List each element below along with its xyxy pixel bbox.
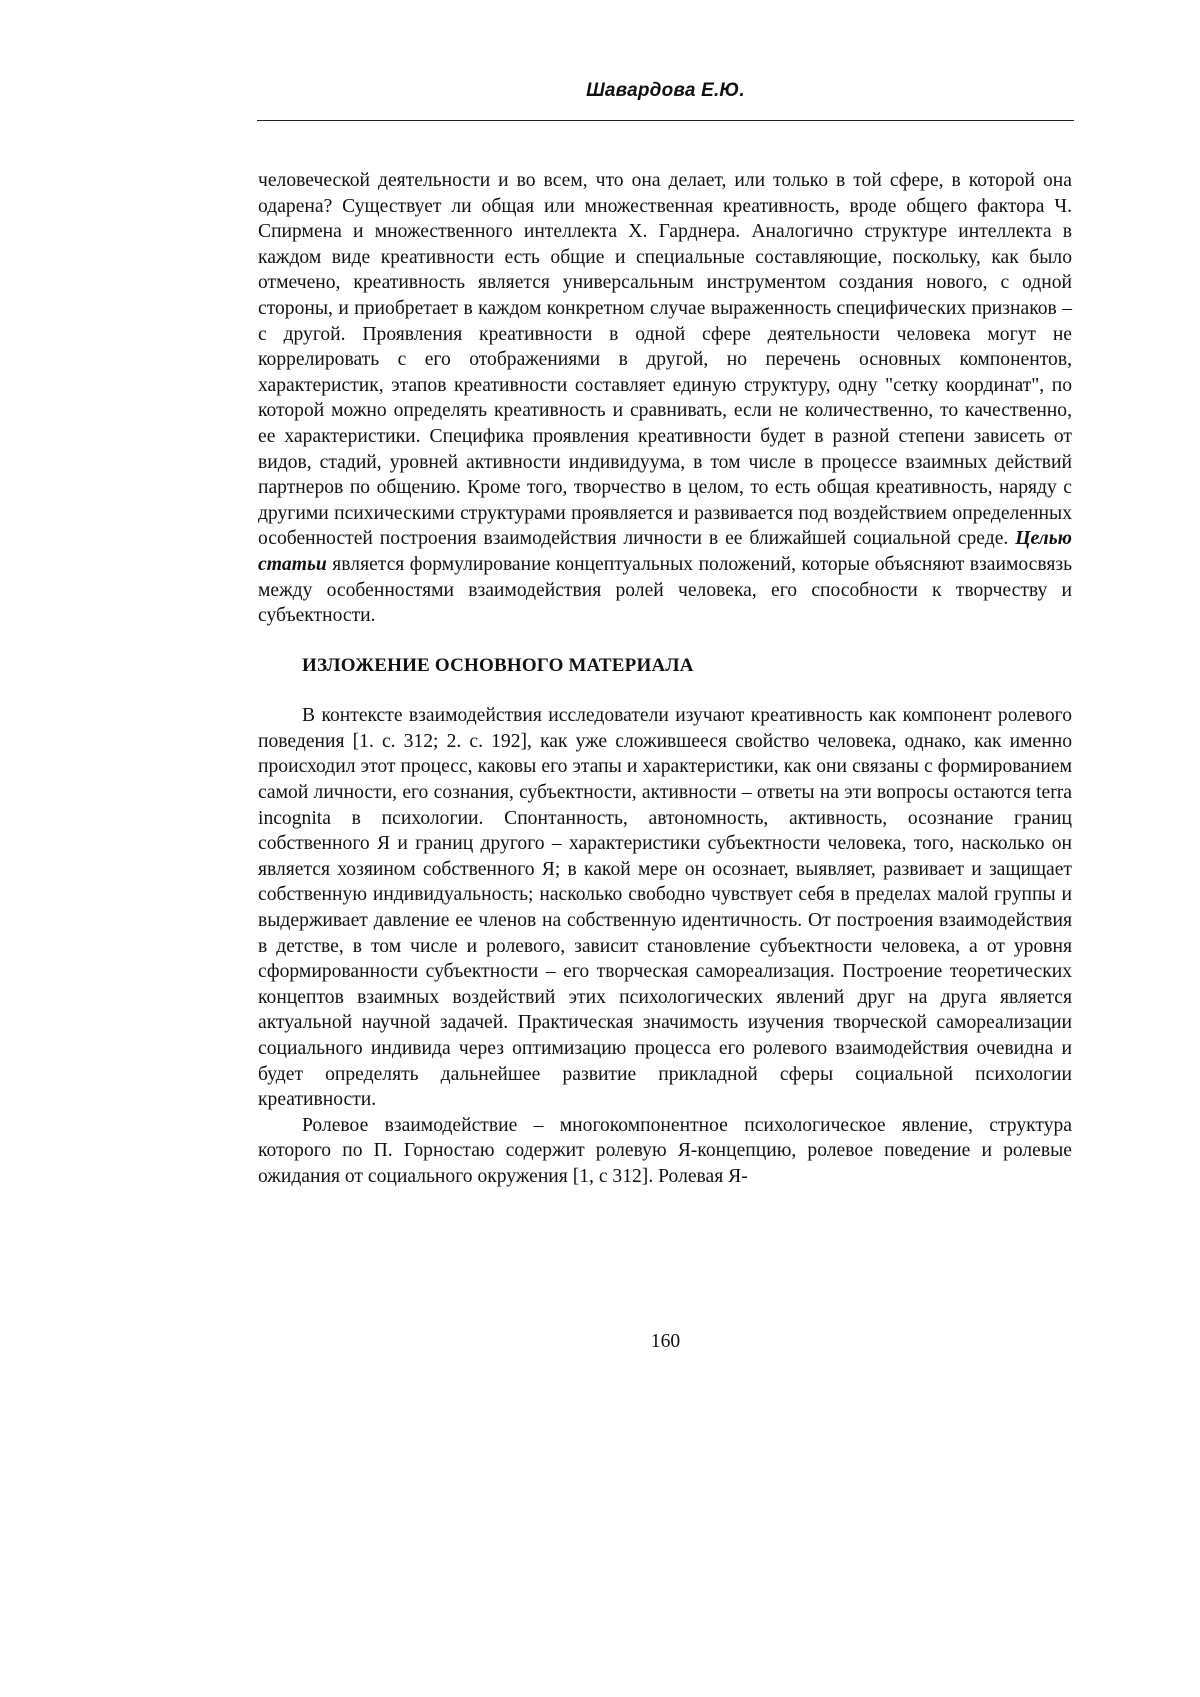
page-number: 160 — [650, 1331, 681, 1352]
body-paragraph-2: В контексте взаимодействия исследователи изучают креативность как компонент ролевого поведения [1. с. 312; 2. с. 192], как уже сложившееся свойство человека, однако, как именно происходил этот процесс, каковы его этапы и характеристики, как они связаны с формированием самой личности, его сознания, субъектности, активности – ответы на эти вопросы остаются terra incognita в психологии. Спонтанность, автономность, активность, осознание границ собственного Я и границ другого – характеристики субъектности человека, того, насколько он является хозяином собственного Я; в какой мере он осознает, выявляет, развивает и защищает собственную индивидуальность; насколько свободно чувствует себя в пределах малой группы и выдерживает давление ее членов на собственную идентичность. От построения взаимодействия в детстве, в том числе и ролевого, зависит становление субъектности человека, а от уровня сформированности субъектности – его творческая самореализация. Построение теоретических концептов взаимных воздействий этих психологических явлений друг на друга является актуальной научной задачей. Практическая значимость изучения творческой самореализации социального индивида через оптимизацию процесса его ролевого взаимодействия очевидна и будет определять дальнейшее развитие прикладной сферы социальной психологии креативности. — [258, 705, 1072, 1111]
aim-emphasis: Целью статьи — [258, 528, 1072, 575]
paragraph-1-ending: является формулирование концептуальных положений, которые объясняют взаимосвязь между особенностями взаимодействия ролей человека, его способности к творчеству и субъектности. — [258, 553, 1073, 627]
body-paragraph-3: Ролевое взаимодействие – многокомпонентное психологическое явление, структура которого по П. Горностаю содержит ролевую Я-концепцию, ролевое поведение и ролевые ожидания от социального окружения [1, с 312]. Ролевая Я- — [258, 1114, 1072, 1187]
body-paragraph-1 — [258, 168, 1072, 629]
running-header-author: Шавардова Е.Ю. — [586, 80, 745, 101]
section-heading: ИЗЛОЖЕНИЕ ОСНОВНОГО МАТЕРИАЛА — [302, 654, 694, 676]
paragraph-1-text: человеческой деятельности и во всем, что она делает, или только в той сфере, в которой она одарена? Существует ли общая или множественная креативность, вроде общего фактора Ч. Спирмена и множественного интеллекта Х. Гарднера. Аналогично структуре интеллекта в каждом виде креативности есть общие и специальные составляющие, поскольку, как было отмечено, креативность является универсальным инструментом создания нового, с одной стороны, и приобретает в каждом конкретном случае выраженность специфических признаков – с другой. Проявления креативности в одной сфере деятельности человека могут не коррелировать с его отображениями в другой, но перечень основных компонентов, характеристик, этапов креативности составляет единую структуру, одну "сетку координат", по которой можно определять креативность и сравнивать, если не количественно, то качественно, ее характеристики. Специфика проявления креативности будет в разной степени зависеть от видов, стадий, уровней активности индивидуума, в том числе в процессе взаимных действий партнеров по общению. Кроме того, творчество в целом, то есть общая креативность, наряду с другими психическими структурами проявляется и развивается под воздействием определенных особенностей построения взаимодействия личности в ее ближайшей социальной среде. — [258, 170, 1072, 550]
article-body — [258, 168, 1072, 1190]
header-divider — [257, 120, 1074, 121]
